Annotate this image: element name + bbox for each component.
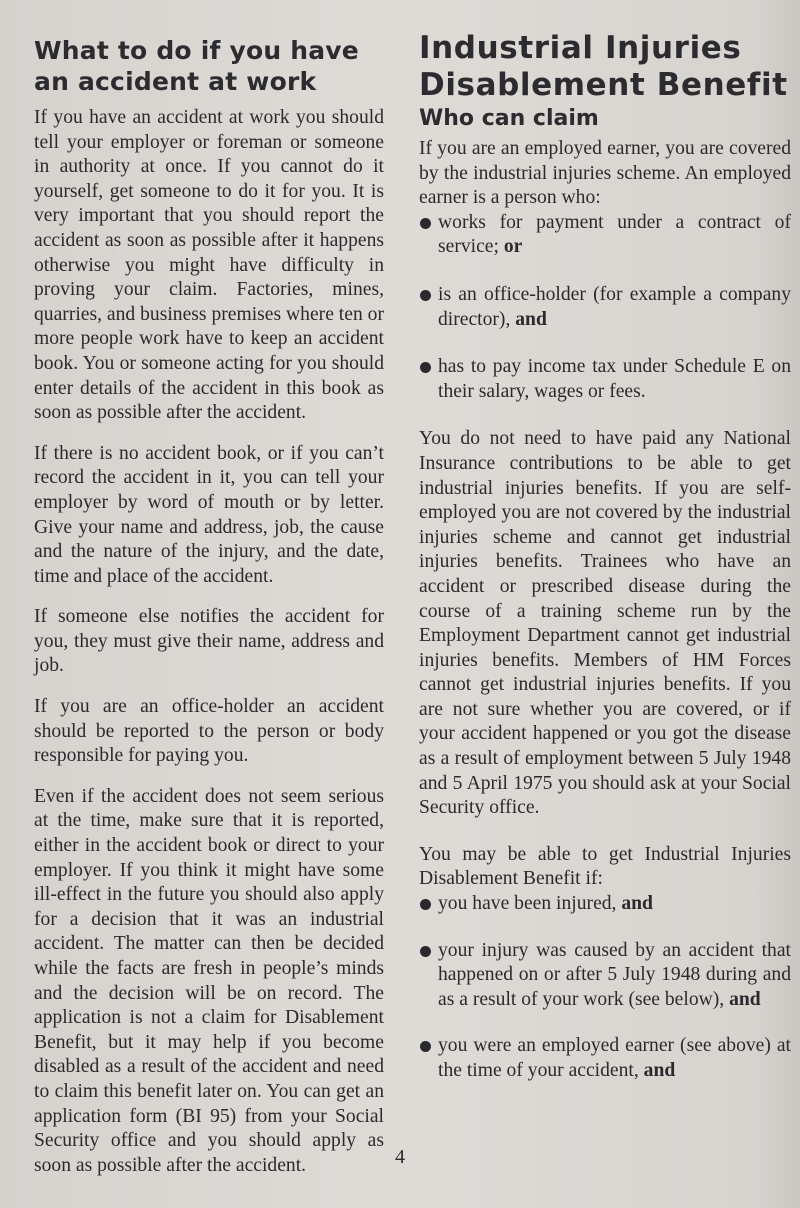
accident-at-work-heading: What to do if you have an accident at work: [34, 36, 359, 96]
body-paragraph: If you are an office-holder an accident should be reported to the person or body responsible for paying you.: [34, 696, 384, 767]
body-paragraph: If you have an accident at work you should tell your employer or foreman or someone in authority at once. If you cannot do it yourself, get someone to do it for you. It is very important that you should report the accident as soon as possible after it happens otherwise you might have difficulty in proving your claim. Factories, mines, quarries, and business premises where ten or more people work have to keep an accident book. You or someone acting for you should enter details of the accident in this book as soon as possible after the accident.: [34, 107, 384, 424]
eligibility-intro-paragraph: You may be able to get Industrial Injuries Disablement Benefit if:: [419, 843, 791, 890]
list-item-text: has to pay income tax under Schedule E on their salary, wages or fees.: [438, 356, 791, 402]
list-item-text: works for payment under a contract of service;: [438, 211, 791, 258]
bullet-icon: [420, 362, 431, 373]
who-can-claim-subheading: Who can claim: [419, 106, 599, 131]
body-paragraph: You do not need to have paid any National Insurance contributions to be able to get industrial injuries benefits. If you are self-employed you are not covered by the industrial injuries scheme and cannot get industrial injuries benefits. Trainees who have an accident or prescribed disease during the course of a training scheme run by the Employment Department cannot get industrial injuries benefits. Members of HM Forces cannot get industrial injuries benefits. If you are not sure whether you are covered, or if your accident happened or you got the disease as a result of employment between 5 July 1948 and 5 April 1975 you should ask at your Social Security office.: [419, 428, 791, 819]
bullet-icon: [420, 218, 431, 229]
list-item-conjunction: and: [729, 988, 761, 1010]
list-item-conjunction: and: [621, 893, 653, 915]
list-item-text: you have been injured,: [438, 893, 622, 915]
list-item-conjunction: and: [515, 308, 547, 330]
right-column: [419, 0, 791, 1106]
list-item-text: your injury was caused by an accident that happened on or after 5 July 1948 during and as a result of your work (see below),: [438, 939, 791, 1010]
bullet-icon: [420, 899, 431, 910]
eligibility-conditions-list: [419, 892, 791, 1084]
intro-paragraph: If you are an employed earner, you are covered by the industrial injuries scheme. An employed earner is a person who:: [419, 138, 791, 209]
list-item: [419, 939, 791, 1013]
list-item-conjunction: or: [503, 236, 523, 258]
disablement-benefit-heading: Industrial Injuries Disablement Benefit: [419, 30, 788, 103]
page-number: 4: [395, 1146, 405, 1168]
list-item: [419, 283, 791, 332]
list-item: [419, 892, 791, 917]
list-item: [419, 1034, 791, 1083]
body-paragraph: If someone else notifies the accident for you, they must give their name, address and job.: [34, 606, 384, 677]
bullet-icon: [420, 946, 431, 957]
list-item-text: you were an employed earner (see above) at the time of your accident,: [438, 1035, 791, 1081]
left-column: [34, 0, 384, 1194]
body-paragraph: Even if the accident does not seem serious at the time, make sure that it is reported, either in the accident book or direct to your employer. If you think it might have some ill-effect in the future you should also apply for a decision that it was an industrial accident. The matter can then be decided while the facts are fresh in people’s minds and the decision will be on record. The application is not a claim for Disablement Benefit, but it may help if you become disabled as a result of the accident and need to claim this benefit later on. You can get an application form (BI 95) from your Social Security office and you should apply as soon as possible after the accident.: [34, 785, 384, 1176]
body-paragraph: If there is no accident book, or if you can’t record the accident in it, you can tell your employer by word of mouth or by letter. Give your name and address, job, the cause and the nature of the injury, and the date, time and place of the accident.: [34, 442, 384, 587]
bullet-icon: [420, 1041, 431, 1052]
bullet-icon: [420, 290, 431, 301]
employed-earner-criteria-list: [419, 211, 791, 405]
list-item: [419, 355, 791, 404]
list-item-text: is an office-holder (for example a company director),: [438, 283, 791, 330]
list-item: [419, 211, 791, 260]
list-item-conjunction: and: [643, 1060, 676, 1081]
